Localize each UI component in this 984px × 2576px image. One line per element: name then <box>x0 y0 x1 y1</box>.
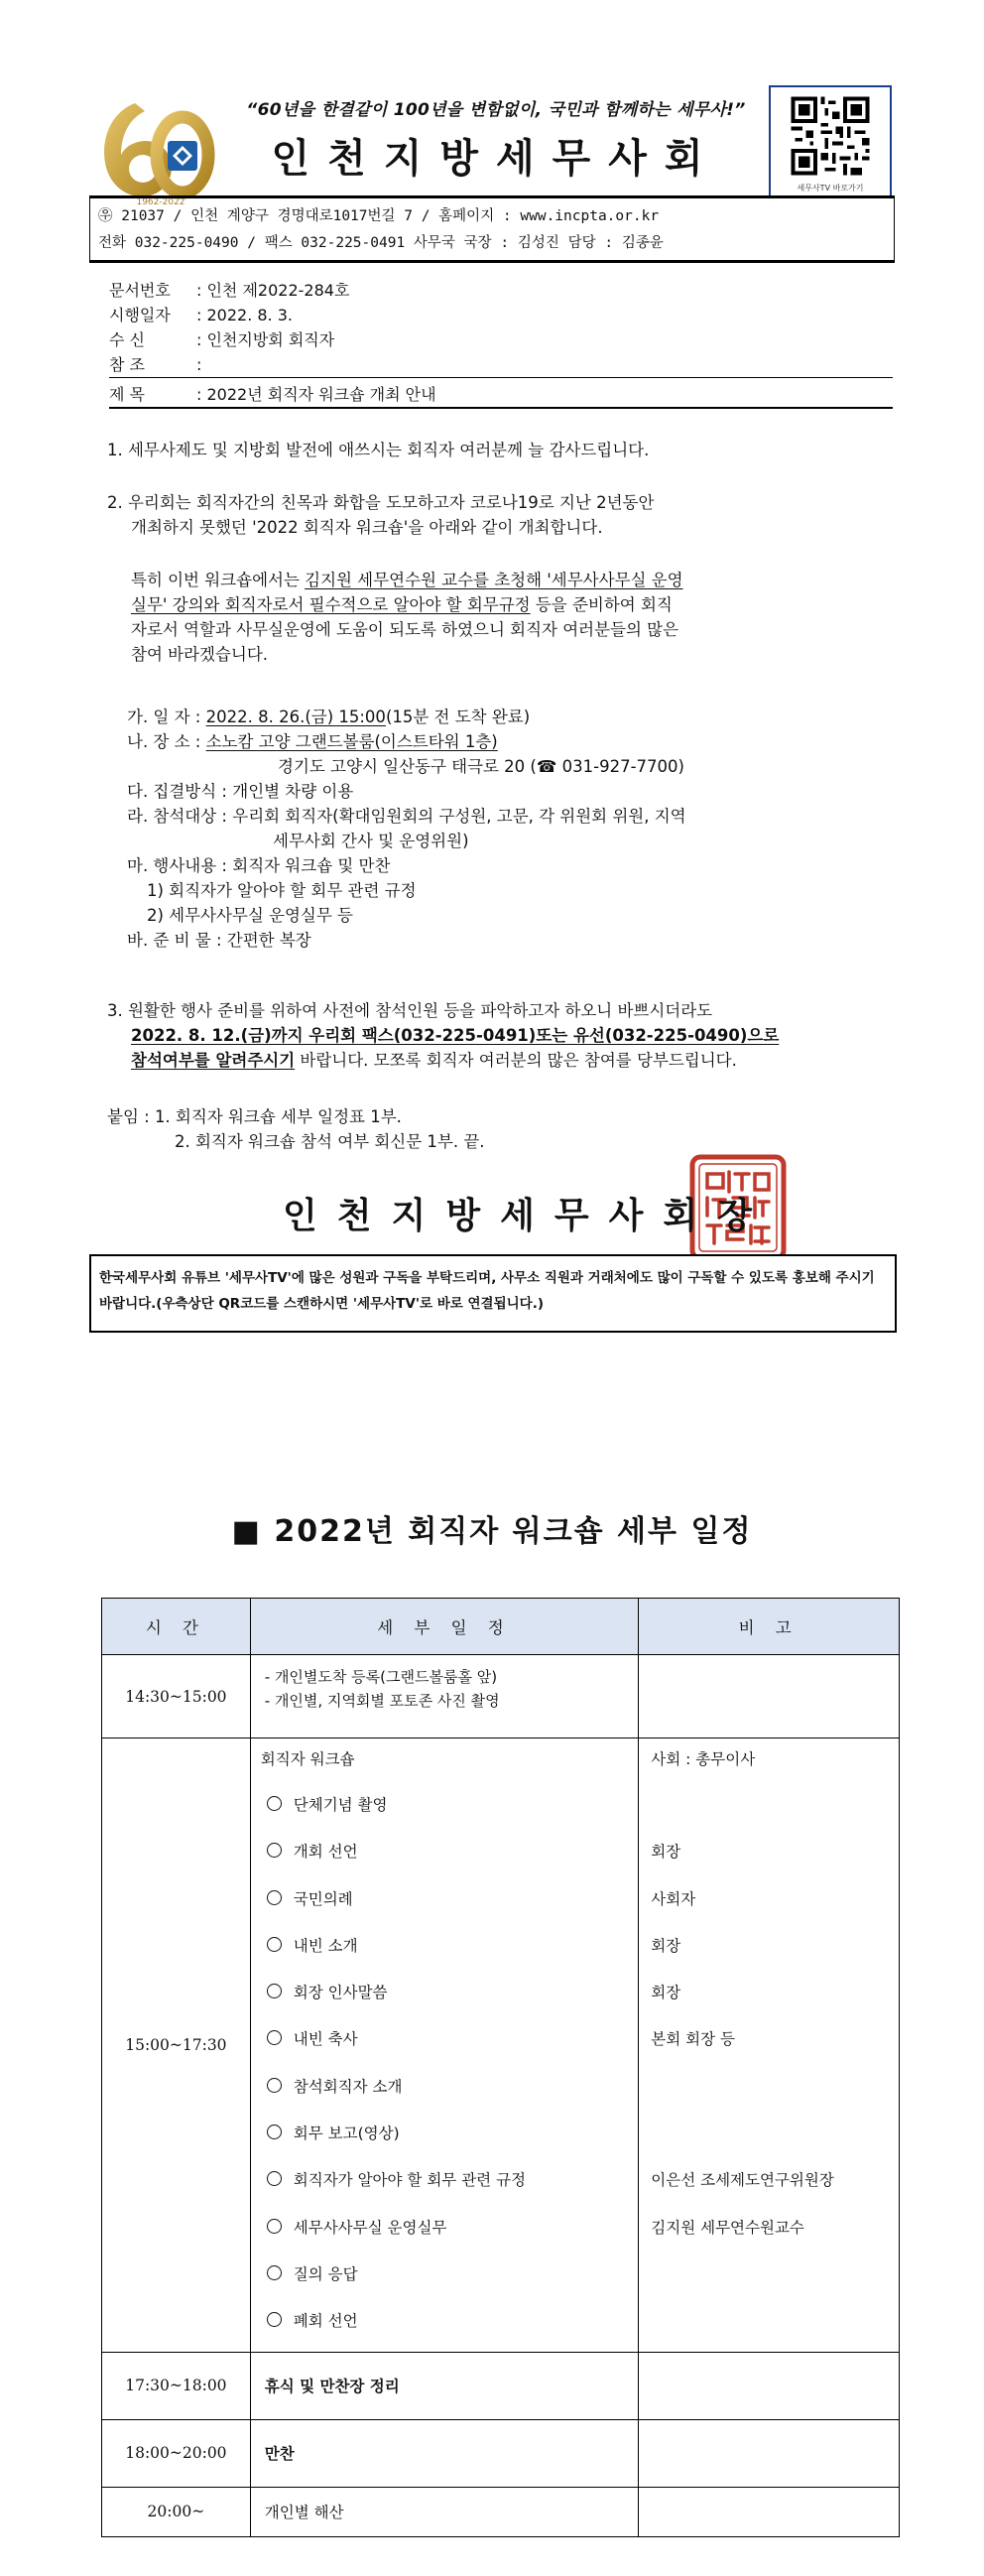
circle-bullet-icon <box>267 2125 282 2139</box>
note-text <box>651 1782 887 1829</box>
meta-recipient <box>109 327 334 350</box>
text-run: 바랍니다. 모쪼록 회직자 여러분의 많은 참여를 당부드립니다. <box>295 1051 737 1070</box>
meta-value: : 인천 제2022-284호 <box>196 281 350 300</box>
detail-label: 나. 장 소 : <box>127 732 201 751</box>
request-line-1: 3. 원활한 행사 준비를 위하여 사전에 참석인원 등을 파악하고자 하오니 바쁘시더라도 <box>107 1001 713 1020</box>
paragraph-3-line-4: 참여 바라겠습니다. <box>131 645 269 664</box>
detail-gathering <box>127 779 353 804</box>
time-cell: 15:00~17:30 <box>102 1739 251 2353</box>
time-cell: 17:30~18:00 <box>102 2352 251 2419</box>
item-label: 질의 응답 <box>293 2264 358 2283</box>
note-text <box>651 2298 887 2345</box>
item-label: 회직자가 알아야 할 회무 관련 규정 <box>293 2171 527 2190</box>
list-item: - 개인별, 지역회별 포토존 사진 촬영 <box>264 1692 500 1710</box>
table-row <box>102 2419 900 2487</box>
youtube-notice-box <box>89 1254 897 1333</box>
note-text: 회장 <box>651 1936 681 1955</box>
detail-label: 다. 집결방식 : <box>127 782 227 801</box>
list-item <box>261 1782 628 1829</box>
meta-value: : 인천지방회 회직자 <box>196 330 335 349</box>
attachment-text: 1. 회직자 워크숍 세부 일정표 1부. <box>154 1107 402 1126</box>
paragraph-1: 1. 세무사제도 및 지방회 발전에 애쓰시는 회직자 여러분께 늘 감사드립니다. <box>107 441 650 459</box>
text-run: 등을 준비하여 회직 <box>530 595 673 614</box>
logo-years-text: 1962-2022 <box>136 197 185 207</box>
list-item <box>261 1923 628 1970</box>
note-cell <box>639 1739 900 2353</box>
details-cell: 개인별 해산 <box>250 2487 638 2536</box>
underlined-text: 김지원 세무연수원 교수를 초청해 '세무사사무실 운영 <box>305 571 683 589</box>
list-item <box>261 2298 628 2345</box>
detail-value: 소노캄 고양 그랜드볼룸(이스트타워 1층) <box>205 732 498 751</box>
header-time: 시 간 <box>102 1599 251 1655</box>
item-label: 세무사사무실 운영실무 <box>293 2218 447 2237</box>
list-item <box>261 2064 628 2111</box>
paragraph-2-line-2: 개최하지 못했던 '2022 회직자 워크숍'을 아래와 같이 개최합니다. <box>131 518 603 537</box>
list-item <box>261 2016 628 2063</box>
address-line: ㉾ 21037 / 인천 계양구 경명대로1017번길 7 / 홈페이지 : www.incpta.or.kr <box>98 208 660 224</box>
notice-text: 한국세무사회 유튜브 '세무사TV'에 많은 성원과 구독을 부탁드리며, 사무소 직원과 거래처에도 많이 구독할 수 있도록 홍보해 주시기 바랍니다.(우측상단 QR코드를 스캔하시면 '세무사TV'로 바로 연결됩니다.) <box>99 1270 875 1312</box>
meta-date <box>109 303 293 325</box>
detail-attendees-cont: 세무사회 간사 및 운영위원) <box>273 832 469 850</box>
association-60th-logo <box>91 89 220 208</box>
youtube-qr-code[interactable] <box>769 85 892 198</box>
item-label: 개회 선언 <box>293 1843 358 1862</box>
details-cell <box>250 1655 638 1739</box>
table-row <box>102 2487 900 2536</box>
meta-doc-no <box>109 278 349 301</box>
details-cell: 만찬 <box>250 2419 638 2487</box>
meta-bottom-rule <box>109 407 893 409</box>
note-text: 김지원 세무연수원교수 <box>651 2218 804 2237</box>
note-text: 사회 : 총무이사 <box>651 1750 756 1768</box>
detail-value: 2022. 8. 26.(금) 15:00 <box>205 708 386 726</box>
note-text <box>651 2064 887 2111</box>
meta-label: 제 목 <box>109 385 145 404</box>
header-note: 비 고 <box>639 1599 900 1655</box>
contact-line: 전화 032-225-0490 / 팩스 032-225-0491 사무국 국장 : 김성진 담당 : 김종윤 <box>98 235 664 251</box>
note-cell <box>639 1655 900 1739</box>
meta-divider <box>109 377 893 378</box>
meta-label: 시행일자 <box>109 306 171 324</box>
table-row <box>102 2352 900 2419</box>
slogan: “60년을 한결같이 100년을 변함없이, 국민과 함께하는 세무사!” <box>246 100 746 120</box>
circle-bullet-icon <box>267 1796 282 1811</box>
table-row <box>102 1739 900 2353</box>
note-cell <box>639 2487 900 2536</box>
time-cell: 14:30~15:00 <box>102 1655 251 1739</box>
attachment-item-2: 2. 회직자 워크숍 참석 여부 회신문 1부. 끝. <box>175 1132 485 1151</box>
note-cell <box>639 2352 900 2419</box>
circle-bullet-icon <box>267 1984 282 1998</box>
request-line-2 <box>131 1023 779 1048</box>
meta-value: : 2022년 회직자 워크숍 개최 안내 <box>196 385 436 404</box>
underlined-deadline: 2022. 8. 12.(금)까지 우리회 팩스(032-225-0491)또는 유선(032-225-0490)으로 <box>131 1026 780 1045</box>
address-box <box>89 195 895 263</box>
detail-program <box>127 853 390 878</box>
detail-label: 가. 일 자 : <box>127 708 201 726</box>
paragraph-3-line-2 <box>131 592 673 617</box>
detail-label: 바. 준 비 물 : <box>127 931 222 950</box>
note-cell <box>639 2419 900 2487</box>
note-text <box>651 2111 887 2157</box>
circle-bullet-icon <box>267 2265 282 2280</box>
paragraph-2-line-1: 2. 우리회는 회직자간의 친목과 화합을 도모하고자 코로나19로 지난 2년동안 <box>107 493 655 512</box>
signatory-title: 인천지방세무사회장 <box>283 1195 772 1236</box>
details-cell: 휴식 및 만찬장 정리 <box>250 2352 638 2419</box>
paragraph-3-line-1 <box>131 568 683 592</box>
detail-date <box>127 705 530 729</box>
meta-value: : 2022. 8. 3. <box>196 306 293 324</box>
item-label: 단체기념 촬영 <box>293 1796 388 1814</box>
circle-bullet-icon <box>267 1843 282 1858</box>
detail-venue <box>127 729 498 754</box>
list-item <box>261 2157 628 2204</box>
header-details: 세 부 일 정 <box>250 1599 638 1655</box>
meta-reference <box>109 352 201 375</box>
meta-label: 문서번호 <box>109 281 171 300</box>
circle-bullet-icon <box>267 2030 282 2045</box>
circle-bullet-icon <box>267 2078 282 2093</box>
item-label: 참석회직자 소개 <box>293 2077 403 2096</box>
circle-bullet-icon <box>267 1937 282 1952</box>
time-cell: 20:00~ <box>102 2487 251 2536</box>
underlined-text: 참석여부를 알려주시기 <box>131 1051 296 1070</box>
list-item <box>261 1876 628 1923</box>
item-label: 회장 인사말씀 <box>293 1984 388 2002</box>
list-heading: 회직자 워크숍 <box>260 1750 355 1768</box>
list-item <box>261 2205 628 2252</box>
detail-supplies <box>127 928 311 953</box>
request-line-3 <box>131 1048 737 1073</box>
note-text: 본회 회장 등 <box>651 2030 735 2049</box>
meta-subject <box>109 382 436 405</box>
circle-bullet-icon <box>267 2312 282 2327</box>
detail-program-sub-1: 1) 회직자가 알아야 할 회무 관련 규정 <box>147 881 417 900</box>
note-text: 사회자 <box>651 1889 696 1908</box>
details-cell <box>250 1739 638 2353</box>
detail-value: 우리회 회직자(확대임원회의 구성원, 고문, 각 위원회 위원, 지역 <box>232 807 686 826</box>
table-row <box>102 1655 900 1739</box>
time-cell: 18:00~20:00 <box>102 2419 251 2487</box>
item-label: 회무 보고(영상) <box>293 2125 400 2143</box>
detail-program-sub-2: 2) 세무사사무실 운영실무 등 <box>147 906 353 925</box>
organization-title: 인천지방세무사회 <box>271 135 721 182</box>
qr-code-icon <box>785 93 876 179</box>
list-item: - 개인별도착 등록(그랜드볼룸홀 앞) <box>264 1668 498 1686</box>
circle-bullet-icon <box>267 1890 282 1905</box>
schedule-table <box>101 1598 900 2537</box>
paragraph-3-line-3: 자로서 역할과 사무실운영에 도움이 되도록 하였으니 회직자 여러분들의 많은 <box>131 620 679 639</box>
attachment-label: 붙임 : <box>107 1107 150 1126</box>
circle-bullet-icon <box>267 2171 282 2186</box>
meta-label: 수 신 <box>109 330 145 349</box>
attachment-item-1 <box>107 1104 402 1129</box>
seal-lettering: 인천지방세무사회장 <box>689 1154 698 1155</box>
item-label: 국민의례 <box>293 1889 353 1908</box>
meta-label: 참 조 <box>109 355 145 374</box>
note-text: 이은선 조세제도연구위원장 <box>651 2171 834 2190</box>
detail-venue-address: 경기도 고양시 일산동구 태극로 20 (☎ 031-927-7700) <box>278 757 684 776</box>
detail-label: 라. 참석대상 : <box>127 807 227 826</box>
detail-value: 회직자 워크숍 및 만찬 <box>232 856 391 875</box>
table-header-row <box>102 1599 900 1655</box>
item-label: 내빈 소개 <box>293 1936 358 1955</box>
list-item <box>261 2252 628 2298</box>
detail-note: (15분 전 도착 완료) <box>385 708 531 726</box>
detail-label: 마. 행사내용 : <box>127 856 227 875</box>
list-item <box>261 1829 628 1875</box>
text-run: 특히 이번 워크숍에서는 <box>131 571 306 589</box>
underlined-text: 실무' 강의와 회직자로서 필수적으로 알아야 할 회무규정 <box>131 595 531 614</box>
list-item <box>261 1970 628 2016</box>
item-label: 내빈 축사 <box>293 2030 358 2049</box>
item-label: 폐회 선언 <box>293 2312 358 2331</box>
qr-caption: 세무사TV 바로가기 <box>797 184 864 193</box>
note-text: 회장 <box>651 1843 681 1862</box>
note-text <box>651 2252 887 2298</box>
note-text: 회장 <box>651 1984 681 2002</box>
schedule-title: ■ 2022년 회직자 워크숍 세부 일정 <box>231 1514 753 1549</box>
detail-value: 개인별 차량 이용 <box>232 782 354 801</box>
circle-bullet-icon <box>267 2219 282 2234</box>
meta-value: : <box>196 355 202 374</box>
list-item <box>261 2111 628 2157</box>
detail-attendees <box>127 804 686 829</box>
detail-value: 간편한 복장 <box>226 931 311 950</box>
